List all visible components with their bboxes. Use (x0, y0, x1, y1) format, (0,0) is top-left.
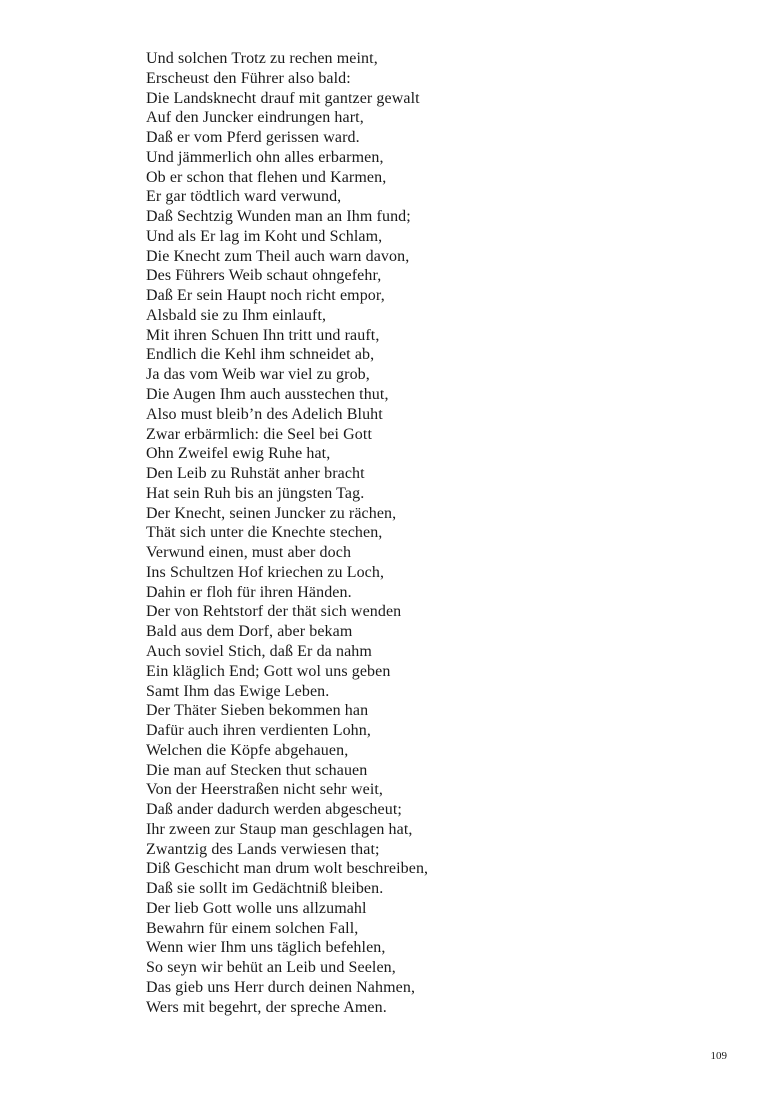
poem-line: Auf den Juncker eindrungen hart, (146, 109, 364, 127)
poem-line: Auch soviel Stich, daß Er da nahm (146, 642, 372, 660)
poem-line: Ja das vom Weib war viel zu grob, (146, 366, 370, 384)
poem-line: Zwar erbärmlich: die Seel bei Gott (146, 425, 372, 443)
poem-line: Des Führers Weib schaut ohngefehr, (146, 267, 382, 285)
poem-line: Er gar tödtlich ward verwund, (146, 188, 342, 206)
poem-line: So seyn wir behüt an Leib und Seelen, (146, 959, 396, 977)
poem-line: Daß ander dadurch werden abgescheut; (146, 801, 402, 819)
poem-line: Die Knecht zum Theil auch warn davon, (146, 247, 410, 265)
poem-line: Die man auf Stecken thut schauen (146, 761, 368, 779)
poem-line: Der lieb Gott wolle uns allzumahl (146, 899, 367, 917)
poem-line: Die Augen Ihm auch ausstechen thut, (146, 386, 389, 404)
poem-line: Ins Schultzen Hof kriechen zu Loch, (146, 563, 385, 581)
poem-line: Endlich die Kehl ihm schneidet ab, (146, 346, 375, 364)
poem-line: Daß Er sein Haupt noch richt empor, (146, 287, 385, 305)
poem-line: Ob er schon that flehen und Karmen, (146, 168, 387, 186)
poem-line: Und solchen Trotz zu rechen meint, (146, 50, 378, 67)
poem-line: Ihr zween zur Staup man geschlagen hat, (146, 820, 413, 838)
poem-line: Also must bleib’n des Adelich Bluht (146, 405, 383, 423)
poem-line: Bald aus dem Dorf, aber bekam (146, 623, 353, 641)
poem-line: Daß sie sollt im Gedächtniß bleiben. (146, 880, 384, 898)
poem-line: Das gieb uns Herr durch deinen Nahmen, (146, 978, 416, 996)
poem-line: Die Landsknecht drauf mit gantzer gewalt (146, 89, 420, 107)
poem-line: Dahin er floh für ihren Händen. (146, 583, 352, 601)
poem-line: Bewahrn für einem solchen Fall, (146, 919, 359, 937)
poem-line: Von der Heerstraßen nicht sehr weit, (146, 781, 384, 799)
poem-line: Daß er vom Pferd gerissen ward. (146, 129, 360, 147)
poem-line: Welchen die Köpfe abgehauen, (146, 741, 349, 759)
poem-text (146, 49, 428, 1018)
poem-line: Verwund einen, must aber doch (146, 544, 352, 562)
poem-line: Erscheust den Führer also bald: (146, 69, 351, 87)
poem-line: Ohn Zweifel ewig Ruhe hat, (146, 445, 331, 463)
poem-line: Der Knecht, seinen Juncker zu rächen, (146, 504, 397, 522)
poem-line: Wers mit begehrt, der spreche Amen. (146, 998, 387, 1016)
page-number: 109 (710, 1050, 727, 1062)
poem-line: Samt Ihm das Ewige Leben. (146, 682, 330, 700)
poem-line: Und jämmerlich ohn alles erbarmen, (146, 148, 384, 166)
poem-line: Den Leib zu Ruhstät anher bracht (146, 465, 365, 483)
poem-line: Thät sich unter die Knechte stechen, (146, 524, 383, 542)
poem-line: Alsbald sie zu Ihm einlauft, (146, 306, 327, 324)
poem-line: Ein kläglich End; Gott wol uns geben (146, 662, 391, 680)
poem-line: Der Thäter Sieben bekommen han (146, 702, 369, 720)
poem-line: Mit ihren Schuen Ihn tritt und rauft, (146, 326, 380, 344)
poem-line: Hat sein Ruh bis an jüngsten Tag. (146, 484, 365, 502)
poem-line: Zwantzig des Lands verwiesen that; (146, 840, 380, 858)
poem-line: Der von Rehtstorf der thät sich wenden (146, 603, 402, 621)
poem-line: Wenn wier Ihm uns täglich befehlen, (146, 939, 386, 957)
poem-line: Dafür auch ihren verdienten Lohn, (146, 722, 371, 740)
poem-line: Daß Sechtzig Wunden man an Ihm fund; (146, 208, 411, 226)
poem-line: Diß Geschicht man drum wolt beschreiben, (146, 860, 429, 878)
poem-line: Und als Er lag im Koht und Schlam, (146, 227, 383, 245)
